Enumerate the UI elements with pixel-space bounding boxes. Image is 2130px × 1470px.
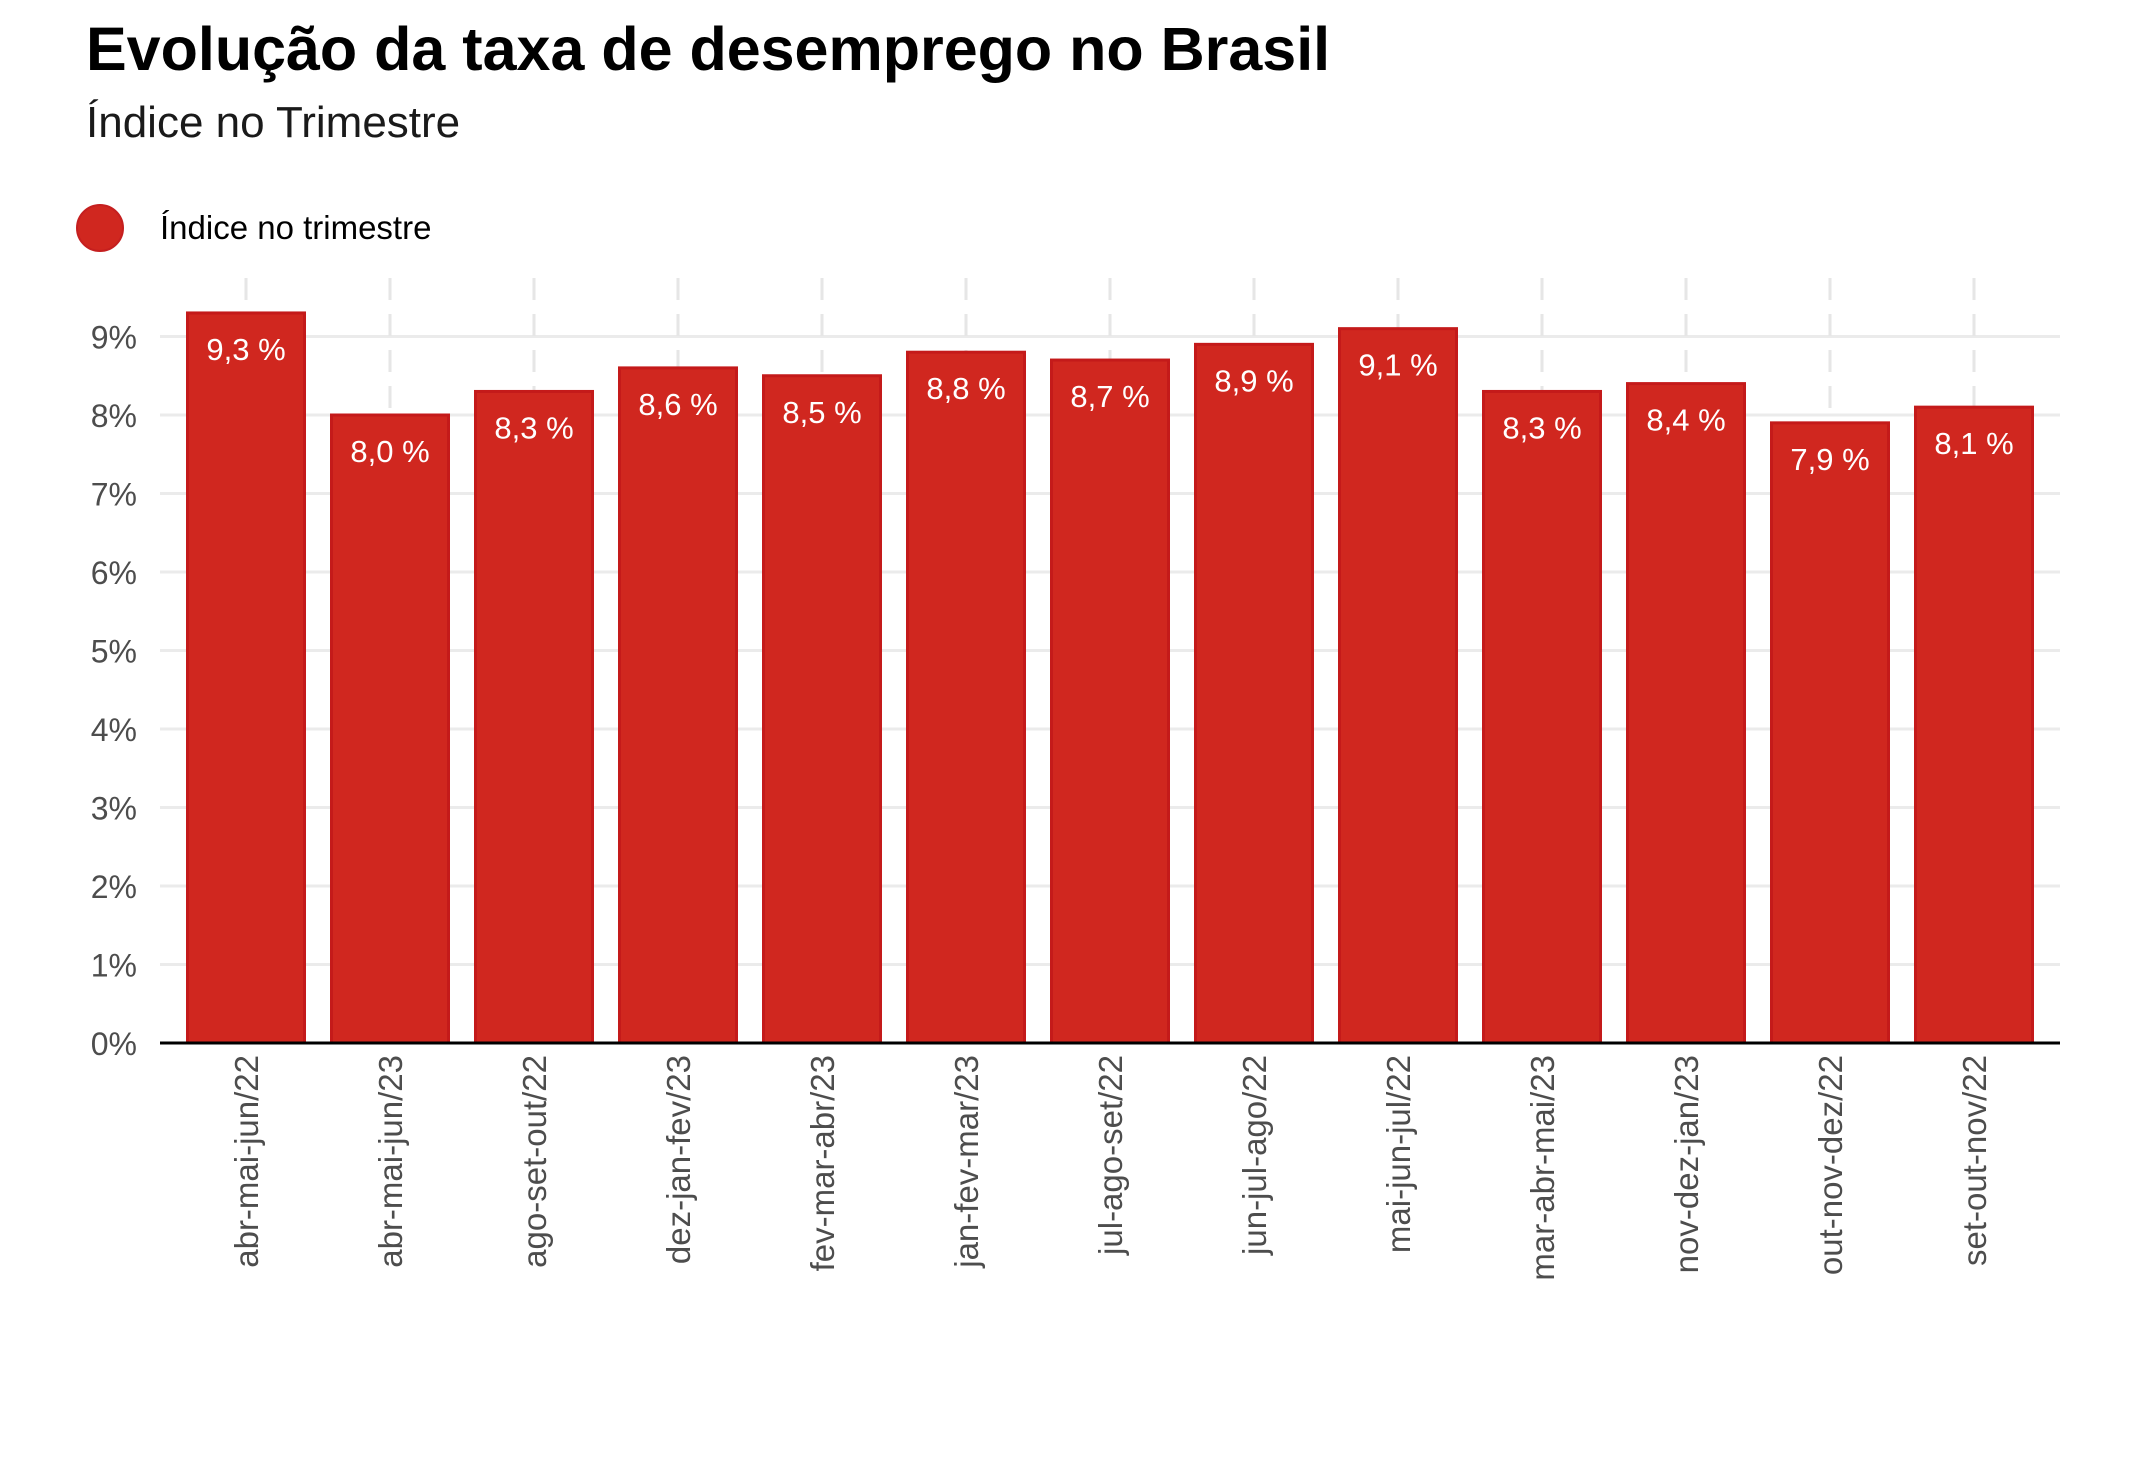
bar-value-label: 8,9 % <box>1214 363 1294 399</box>
x-tick-label: mai-jun-jul/22 <box>1380 1055 1417 1254</box>
bar <box>188 313 305 1043</box>
bar-value-label: 8,0 % <box>350 434 430 469</box>
x-tick-label: set-out-nov/22 <box>1956 1055 1993 1266</box>
bar-value-label: 8,1 % <box>1934 426 2014 462</box>
x-tick-label: nov-dez-jan/23 <box>1668 1055 1705 1274</box>
y-tick-label: 6% <box>90 555 137 591</box>
bar <box>1052 360 1169 1043</box>
y-tick-label: 9% <box>90 319 137 356</box>
bar <box>620 368 737 1043</box>
bar <box>1916 407 2033 1043</box>
bar-value-label: 8,3 % <box>494 410 574 446</box>
y-tick-label: 0% <box>90 1026 137 1062</box>
bar <box>476 391 593 1043</box>
x-tick-label: fev-mar-abr/23 <box>804 1055 841 1272</box>
y-tick-label: 3% <box>90 790 137 827</box>
bar-value-label: 8,7 % <box>1070 379 1150 415</box>
bar-value-label: 9,3 % <box>206 331 286 367</box>
x-tick-label: mar-abr-mai/23 <box>1524 1055 1561 1281</box>
bar <box>1196 344 1313 1043</box>
bar <box>1628 384 1745 1043</box>
x-tick-label: out-nov-dez/22 <box>1812 1055 1849 1276</box>
bar <box>1484 391 1601 1043</box>
bar-value-label: 8,6 % <box>638 386 718 422</box>
bar <box>1340 329 1457 1043</box>
x-tick-label: jun-jul-ago/22 <box>1236 1055 1273 1255</box>
bar <box>764 376 881 1043</box>
bar-value-label: 8,4 % <box>1646 402 1726 438</box>
y-tick-label: 2% <box>90 869 137 905</box>
y-tick-label: 1% <box>90 947 137 984</box>
bar-value-label: 8,8 % <box>926 371 1006 407</box>
y-tick-label: 4% <box>90 712 137 748</box>
bar-value-label: 8,3 % <box>1502 410 1582 446</box>
x-tick-label: dez-jan-fev/23 <box>660 1055 697 1265</box>
chart-title: Evolução da taxa de desemprego no Brasil <box>86 15 1331 83</box>
bar <box>908 352 1025 1043</box>
x-axis <box>160 1043 2060 1281</box>
y-tick-label: 5% <box>90 633 137 670</box>
y-tick-label: 7% <box>90 476 137 513</box>
bar-value-label: 9,1 % <box>1358 347 1438 383</box>
chart-subtitle: Índice no Trimestre <box>86 98 461 147</box>
bars <box>188 313 2033 1043</box>
y-tick-label: 8% <box>90 398 137 434</box>
x-tick-label: jul-ago-set/22 <box>1092 1055 1129 1255</box>
legend-label: Índice no trimestre <box>160 209 432 246</box>
x-tick-label: abr-mai-jun/23 <box>372 1055 409 1268</box>
x-tick-label: ago-set-out/22 <box>516 1055 553 1268</box>
x-tick-label: abr-mai-jun/22 <box>228 1055 265 1268</box>
bar <box>332 415 449 1043</box>
x-tick-label: jan-fev-mar/23 <box>948 1055 985 1268</box>
bar-value-label: 8,5 % <box>782 394 862 430</box>
bar-value-label: 7,9 % <box>1790 441 1870 477</box>
bar <box>1772 423 1889 1043</box>
y-axis <box>91 320 137 1063</box>
